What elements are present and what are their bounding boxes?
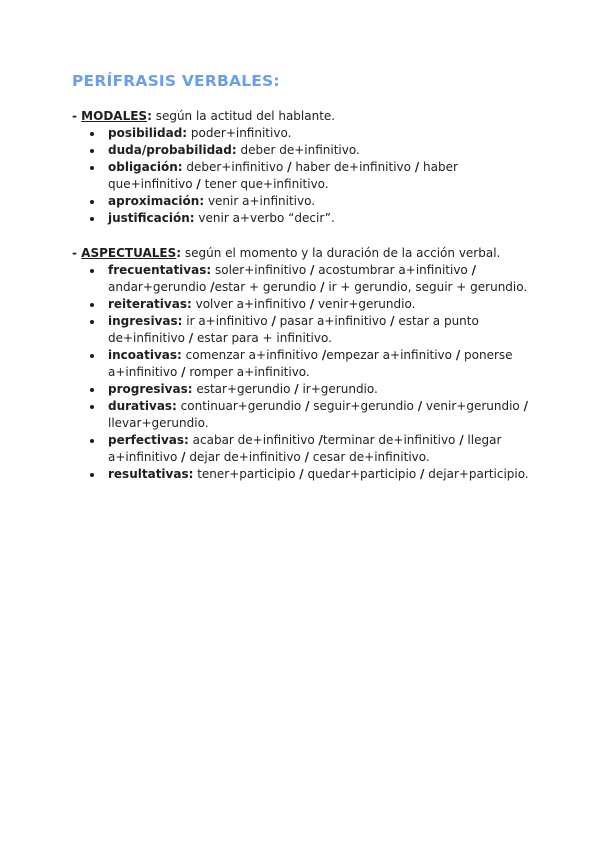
item-construction: comenzar a+infinitivo <box>181 348 322 362</box>
item-construction: poder+infinitivo. <box>187 126 292 140</box>
item-term: obligación: <box>108 160 183 174</box>
section-modales <box>72 108 542 227</box>
item-construction: haber que+infinitivo <box>108 160 458 191</box>
item-construction: llegar a+infinitivo <box>108 433 502 464</box>
list-item <box>72 296 542 313</box>
item-construction: estar+gerundio <box>192 382 295 396</box>
item-construction: pasar a+infinitivo <box>275 314 391 328</box>
slash-separator: / <box>321 348 327 362</box>
item-construction: quedar+participio <box>303 467 421 481</box>
item-term: reiterativas: <box>108 297 192 311</box>
section-dash: - <box>72 246 82 260</box>
slash-separator: / <box>309 297 315 311</box>
slash-separator: / <box>304 450 309 464</box>
slash-separator: / <box>417 399 423 413</box>
slash-separator: / <box>196 177 201 191</box>
slash-separator: / <box>305 399 310 413</box>
section-dash: - <box>72 109 82 123</box>
slash-separator: / <box>459 433 464 447</box>
slash-separator: / <box>414 160 420 174</box>
item-construction: venir a+infinitivo. <box>204 194 316 208</box>
aspectuales-list <box>72 262 542 483</box>
section-heading <box>72 245 542 262</box>
item-term: duda/probabilidad: <box>108 143 237 157</box>
item-construction: dejar+participio. <box>424 467 529 481</box>
list-item <box>72 432 542 466</box>
item-construction: soler+infinitivo <box>211 263 311 277</box>
item-construction: acostumbrar a+infinitivo <box>314 263 472 277</box>
item-construction: ir+gerundio. <box>298 382 378 396</box>
slash-separator: / <box>188 331 194 345</box>
list-item <box>72 159 542 193</box>
item-term: frecuentativas: <box>108 263 212 277</box>
item-term: progresivas: <box>108 382 193 396</box>
item-construction: andar+gerundio <box>108 280 211 294</box>
item-term: incoativas: <box>108 348 182 362</box>
list-item <box>72 313 542 347</box>
item-construction: tener que+infinitivo. <box>200 177 329 191</box>
item-construction: ponerse a+infinitivo <box>108 348 513 379</box>
item-construction: terminar de+infinitivo <box>322 433 460 447</box>
item-construction: ir + gerundio, seguir + gerundio. <box>324 280 528 294</box>
section-heading <box>72 108 542 125</box>
slash-separator: / <box>310 263 315 277</box>
list-item <box>72 142 542 159</box>
item-construction: llevar+gerundio. <box>108 416 209 430</box>
section-colon: : <box>147 109 152 123</box>
list-item <box>72 381 542 398</box>
slash-separator: / <box>455 348 461 362</box>
item-term: durativas: <box>108 399 177 413</box>
item-term: justificación: <box>108 211 195 225</box>
slash-separator: / <box>523 399 528 413</box>
slash-separator: / <box>390 314 395 328</box>
slash-separator: / <box>318 433 323 447</box>
slash-separator: / <box>210 280 215 294</box>
item-construction: seguir+gerundio <box>309 399 418 413</box>
list-item <box>72 398 542 432</box>
item-construction: ir a+infinitivo <box>182 314 272 328</box>
item-construction: tener+participio <box>193 467 300 481</box>
page-title: PERÍFRASIS VERBALES: <box>72 72 280 90</box>
list-item <box>72 466 542 483</box>
item-construction: venir+gerundio. <box>314 297 416 311</box>
slash-separator: / <box>271 314 276 328</box>
item-construction: estar a punto de+infinitivo <box>108 314 479 345</box>
section-name: MODALES <box>81 109 148 123</box>
list-item <box>72 210 542 227</box>
item-construction: romper a+infinitivo. <box>185 365 310 379</box>
item-construction: continuar+gerundio <box>176 399 306 413</box>
slash-separator: / <box>299 467 304 481</box>
item-construction: deber+infinitivo <box>182 160 288 174</box>
item-construction: acabar de+infinitivo <box>188 433 319 447</box>
list-item <box>72 193 542 210</box>
slash-separator: / <box>294 382 299 396</box>
slash-separator: / <box>420 467 425 481</box>
item-construction: haber de+infinitivo <box>291 160 415 174</box>
slash-separator: / <box>471 263 476 277</box>
item-construction: estar + gerundio <box>214 280 321 294</box>
item-construction: dejar de+infinitivo <box>185 450 305 464</box>
item-construction: estar para + infinitivo. <box>193 331 332 345</box>
item-construction: cesar de+infinitivo. <box>308 450 430 464</box>
item-construction: empezar a+infinitivo <box>326 348 456 362</box>
slash-separator: / <box>287 160 292 174</box>
list-item <box>72 125 542 142</box>
section-colon: : <box>176 246 182 260</box>
item-construction: venir a+verbo “decir”. <box>194 211 335 225</box>
item-term: posibilidad: <box>108 126 188 140</box>
item-term: perfectivas: <box>108 433 189 447</box>
item-construction: venir+gerundio <box>422 399 524 413</box>
slash-separator: / <box>181 365 186 379</box>
item-construction: deber de+infinitivo. <box>236 143 360 157</box>
section-aspectuales <box>72 245 542 483</box>
item-term: resultativas: <box>108 467 194 481</box>
item-term: ingresivas: <box>108 314 183 328</box>
slash-separator: / <box>181 450 186 464</box>
section-intro: según la actitud del hablante. <box>151 109 336 123</box>
modales-list <box>72 125 542 227</box>
slash-separator: / <box>320 280 325 294</box>
item-term: aproximación: <box>108 194 205 208</box>
list-item <box>72 262 542 296</box>
section-name: ASPECTUALES <box>81 246 177 260</box>
item-construction: volver a+infinitivo <box>191 297 310 311</box>
list-item <box>72 347 542 381</box>
section-intro: según el momento y la duración de la acción verbal. <box>181 246 501 260</box>
